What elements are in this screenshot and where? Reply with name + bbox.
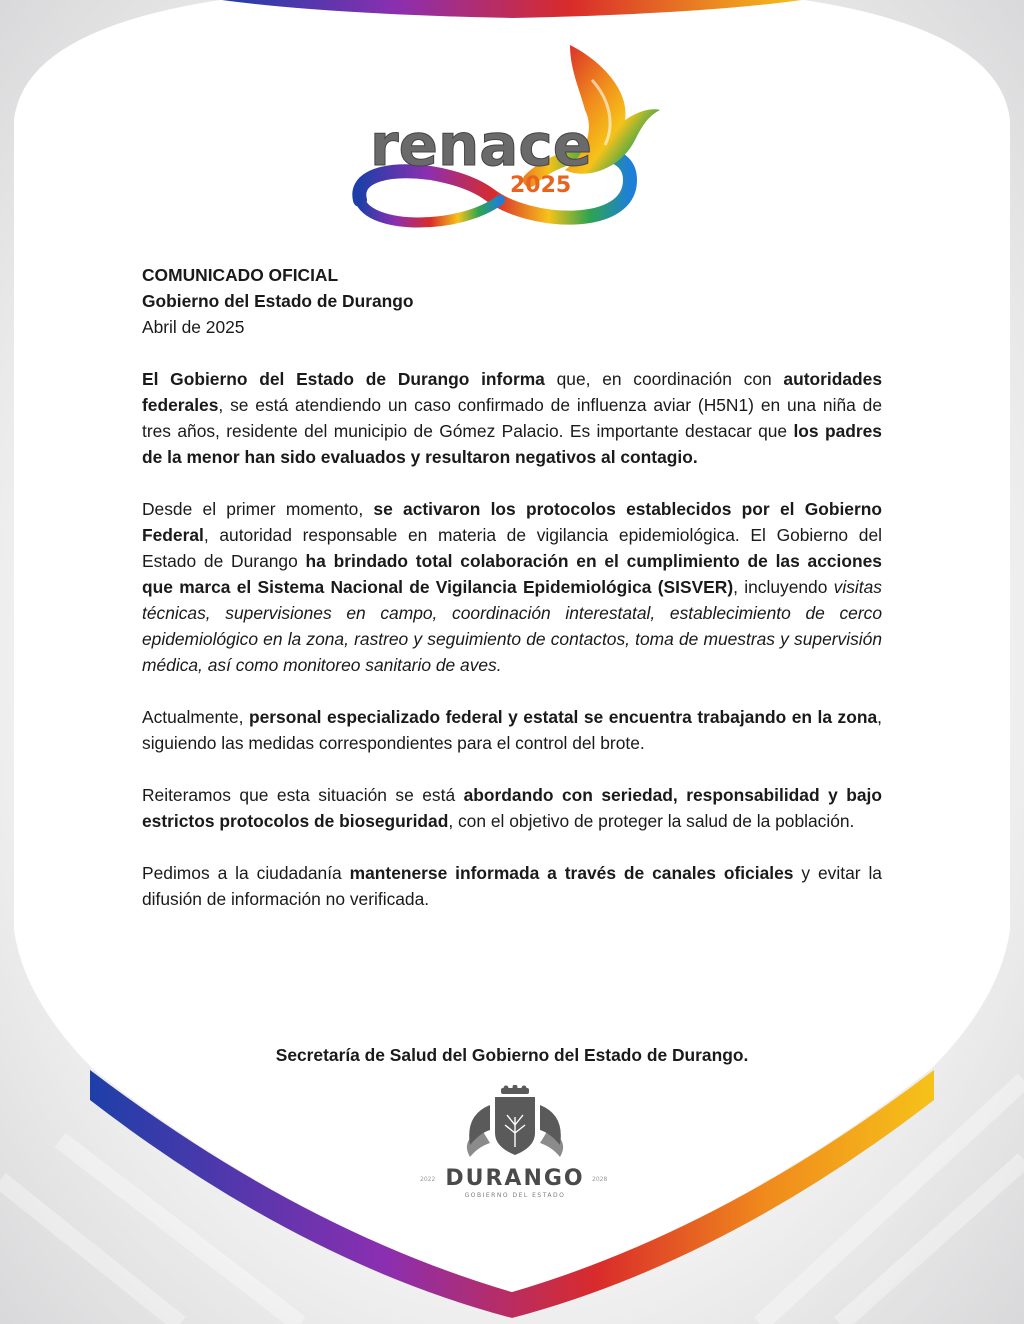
- paragraph-1: [142, 366, 882, 470]
- text-segment: personal especializado federal y estatal se encuentra trabajando en la zona: [249, 707, 878, 727]
- paragraph-4: [142, 782, 882, 834]
- seal-year-right: 2028: [592, 1176, 608, 1183]
- paragraph-3: [142, 704, 882, 756]
- text-segment: que, en coordinación con: [544, 369, 784, 389]
- text-segment: , se está atendiendo un caso confirmado de influenza aviar (H5N1) en una niña de tres años, residente del municipio de Gómez Palacio. Es importante destacar que: [142, 395, 882, 441]
- seal-year-left: 2022: [420, 1176, 436, 1183]
- text-segment: los padres de la menor han sido evaluados y resultaron negativos al contagio.: [142, 421, 882, 467]
- paragraph-5: [142, 860, 882, 912]
- renace-2025-logo: [330, 30, 670, 245]
- logo-year: 2025: [510, 173, 572, 198]
- communique-title: COMUNICADO OFICIAL: [142, 265, 339, 285]
- issue-date: Abril de 2025: [142, 317, 245, 337]
- communique-header: [142, 262, 882, 340]
- text-segment: , autoridad responsable en materia de vigilancia epidemiológica. El Gobierno del Estado de Durango: [142, 525, 882, 571]
- seal-subtitle: GOBIERNO DEL ESTADO: [464, 1192, 566, 1199]
- text-segment: y evitar la difusión de información no verificada.: [142, 863, 882, 909]
- text-segment: El Gobierno del Estado de Durango informa: [142, 369, 545, 389]
- text-segment: ha brindado total colaboración en el cumplimiento de las acciones que marca el Sistema Nacional de Vigilancia Epidemiológica (SISVER): [142, 551, 882, 597]
- logo-wordmark: renace: [370, 111, 593, 179]
- communique-body: [142, 262, 882, 938]
- seal-name: DURANGO: [445, 1166, 585, 1191]
- text-segment: , con el objetivo de proteger la salud de la población.: [448, 811, 855, 831]
- issuer-name: Gobierno del Estado de Durango: [142, 291, 414, 311]
- text-segment: Desde el primer momento,: [142, 499, 374, 519]
- signature-line: Secretaría de Salud del Gobierno del Estado de Durango.: [275, 1045, 749, 1065]
- text-segment: se activaron los protocolos establecidos por el Gobierno Federal: [142, 499, 882, 545]
- text-segment: Pedimos a la ciudadanía: [142, 863, 350, 883]
- text-segment: Reiteramos que esta situación se está: [142, 785, 464, 805]
- text-segment: visitas técnicas, supervisiones en campo, coordinación interestatal, establecimiento de cerco epidemiológico en la zona, rastreo y seguimiento de contactos, toma de muestras y supervisión médica, así como monitoreo sanitario de aves.: [142, 577, 882, 675]
- text-segment: autoridades federales: [142, 369, 882, 415]
- paragraph-2: [142, 496, 882, 678]
- durango-government-seal: [410, 1085, 620, 1210]
- text-segment: , siguiendo las medidas correspondientes para el control del brote.: [142, 707, 882, 753]
- text-segment: Actualmente,: [142, 707, 249, 727]
- text-segment: , incluyendo: [733, 577, 834, 597]
- text-segment: mantenerse informada a través de canales oficiales: [349, 863, 794, 883]
- text-segment: abordando con seriedad, responsabilidad y bajo estrictos protocolos de bioseguridad: [142, 785, 882, 831]
